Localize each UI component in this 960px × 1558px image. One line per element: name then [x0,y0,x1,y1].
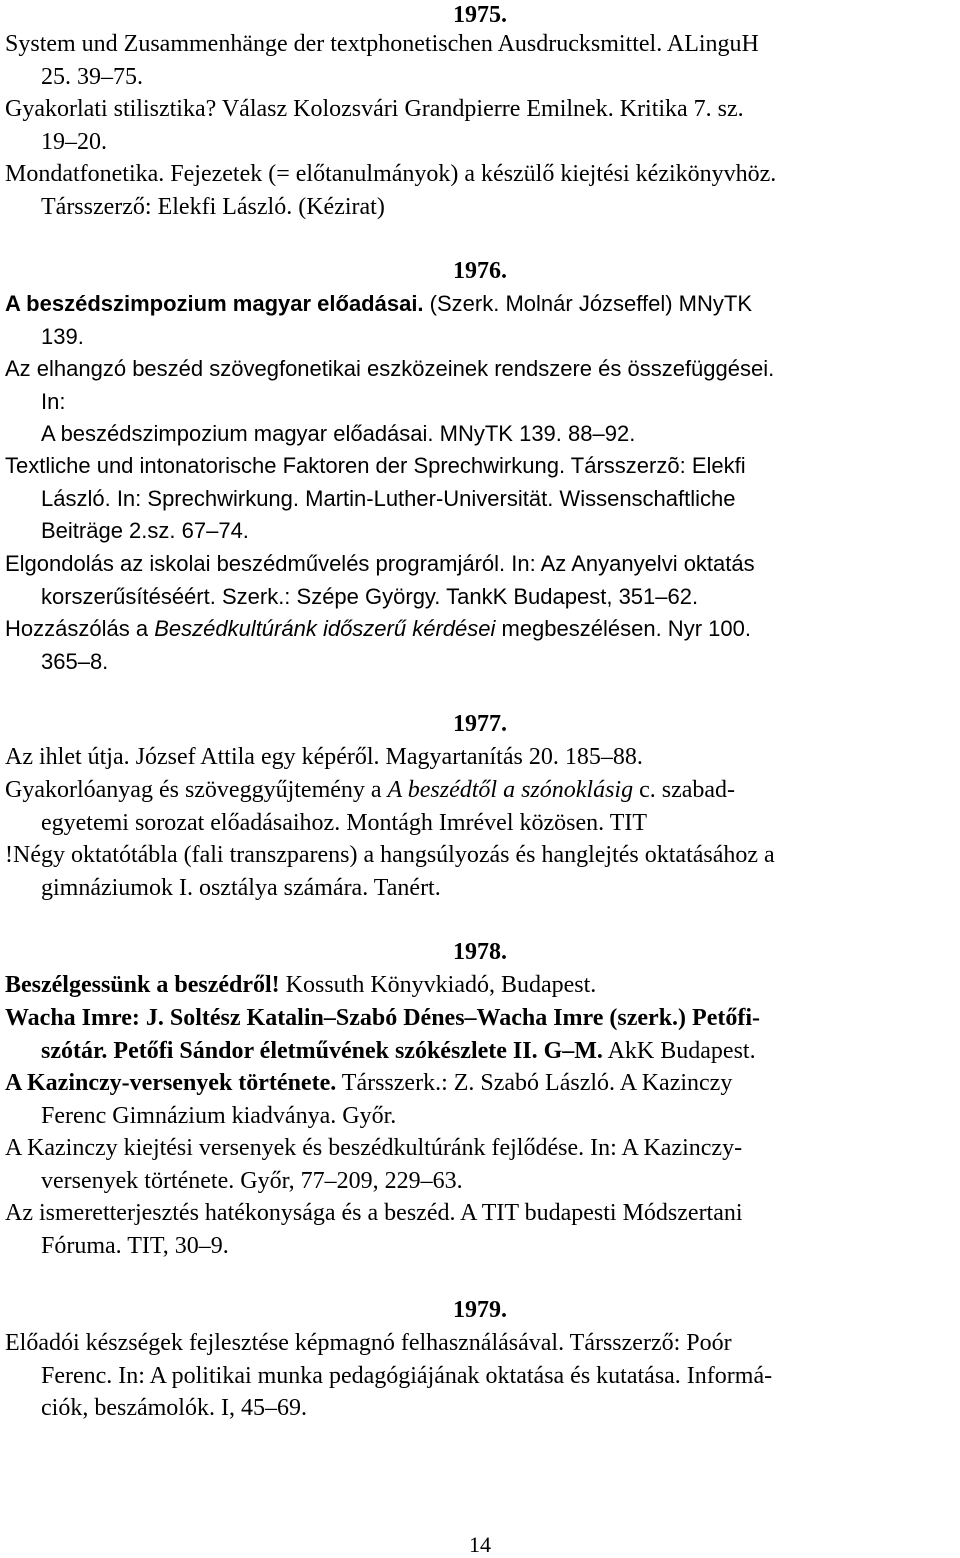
year-heading-1978: 1978. [453,939,507,965]
year-heading-1975: 1975. [453,2,507,28]
bibliography-entry [5,93,955,158]
entry-line: Fóruma. TIT, 30–9. [41,1232,229,1259]
entry-line: 19–20. [41,128,107,155]
entry-line: Wacha Imre: J. Soltész Katalin–Szabó Dénes–Wacha Imre (szerk.) Petőfi- [5,1005,761,1031]
entry-line: A beszédszimpozium magyar előadásai. (Szerk. Molnár Józseffel) MNyTK [5,291,753,316]
entry-line: Elgondolás az iskolai beszédművelés programjáról. In: Az Anyanyelvi oktatás [5,551,755,576]
bibliography-entry [5,1002,955,1067]
entry-line: Beszélgessünk a beszédről! Kossuth Könyvkiadó, Budapest. [5,972,597,998]
bibliography-entry [5,28,955,93]
entry-line: Társszerző: Elekfi László. (Kézirat) [41,193,385,220]
bibliography-entry [5,353,955,451]
entry-line: László. In: Sprechwirkung. Martin-Luther-Universität. Wissenschaftliche [41,485,736,511]
bibliography-entry [5,450,955,548]
bibliography-entry [5,548,955,613]
bibliography-entry [5,288,955,353]
entry-line: Beiträge 2.sz. 67–74. [41,518,249,543]
year-heading-1977: 1977. [453,711,507,737]
entry-line: Előadói készségek fejlesztése képmagnó felhasználásával. Társszerző: Poór [5,1330,732,1356]
entry-line: A Kazinczy kiejtési versenyek és beszédkultúránk fejlődése. In: A Kazinczy- [5,1135,743,1161]
entry-line: ciók, beszámolók. I, 45–69. [41,1395,307,1421]
bibliography-entry [5,774,955,839]
bibliography-entry [5,969,955,1002]
entry-line: !Négy oktatótábla (fali transzparens) a hangsúlyozás és hanglejtés oktatásához a [5,842,775,868]
year-heading-1979: 1979. [453,1297,507,1323]
bibliography-entry [5,158,955,223]
entry-line: Ferenc. In: A politikai munka pedagógiájának oktatása és kutatása. Informá- [41,1362,773,1389]
entry-line: Gyakorlóanyag és szöveggyűjtemény a A beszédtől a szónoklásig c. szabad- [5,777,736,803]
bibliography-entry [5,1197,955,1262]
page-number: 14 [469,1532,491,1557]
entry-line: gimnáziumok I. osztálya számára. Tanért. [41,874,441,901]
entry-line: Textliche und intonatorische Faktoren der Sprechwirkung. Társszerzõ: Elekfi [5,453,746,478]
entry-line: A beszédszimpozium magyar előadásai. MNyTK 139. 88–92. [41,421,636,446]
entry-line: Az elhangzó beszéd szövegfonetikai eszközeinek rendszere és összefüggései. [5,356,775,381]
entry-line: egyetemi sorozat előadásaihoz. Montágh Imrével közösen. TIT [41,809,648,836]
year-heading-1976: 1976. [453,258,507,284]
entry-line: A Kazinczy-versenyek története. Társszerk.: Z. Szabó László. A Kazinczy [5,1070,733,1096]
bibliography-entry [5,839,955,904]
bibliography-entry [5,741,955,774]
entry-line: korszerűsítéséért. Szerk.: Szépe György. TankK Budapest, 351–62. [41,583,699,609]
entry-line: 25. 39–75. [41,63,143,90]
entry-line: Ferenc Gimnázium kiadványa. Győr. [41,1102,397,1129]
entry-line: 365–8. [41,648,109,674]
bibliography-entry [5,613,955,678]
entry-line: Gyakorlati stilisztika? Válasz Kolozsvári Grandpierre Emilnek. Kritika 7. sz. [5,96,744,122]
entry-line: Az ihlet útja. József Attila egy képéről. Magyartanítás 20. 185–88. [5,744,643,770]
entry-line: 139. [41,323,84,349]
entry-line: Mondatfonetika. Fejezetek (= előtanulmányok) a készülő kiejtési kézikönyvhöz. [5,161,777,187]
entry-line: versenyek története. Győr, 77–209, 229–63. [41,1167,463,1194]
bibliography-entry [5,1132,955,1197]
entry-line: Hozzászólás a Beszédkultúránk időszerű kérdései megbeszélésen. Nyr 100. [5,616,751,641]
entry-line: System und Zusammenhänge der textphonetischen Ausdrucksmittel. ALinguH [5,31,759,57]
entry-line: In: [41,388,66,414]
bibliography-entry [5,1067,955,1132]
entry-line: Az ismeretterjesztés hatékonysága és a beszéd. A TIT budapesti Módszertani [5,1200,743,1226]
bibliography-entry [5,1327,955,1425]
entry-line: szótár. Petőfi Sándor életművének szókészlete II. G–M. AkK Budapest. [41,1037,756,1064]
